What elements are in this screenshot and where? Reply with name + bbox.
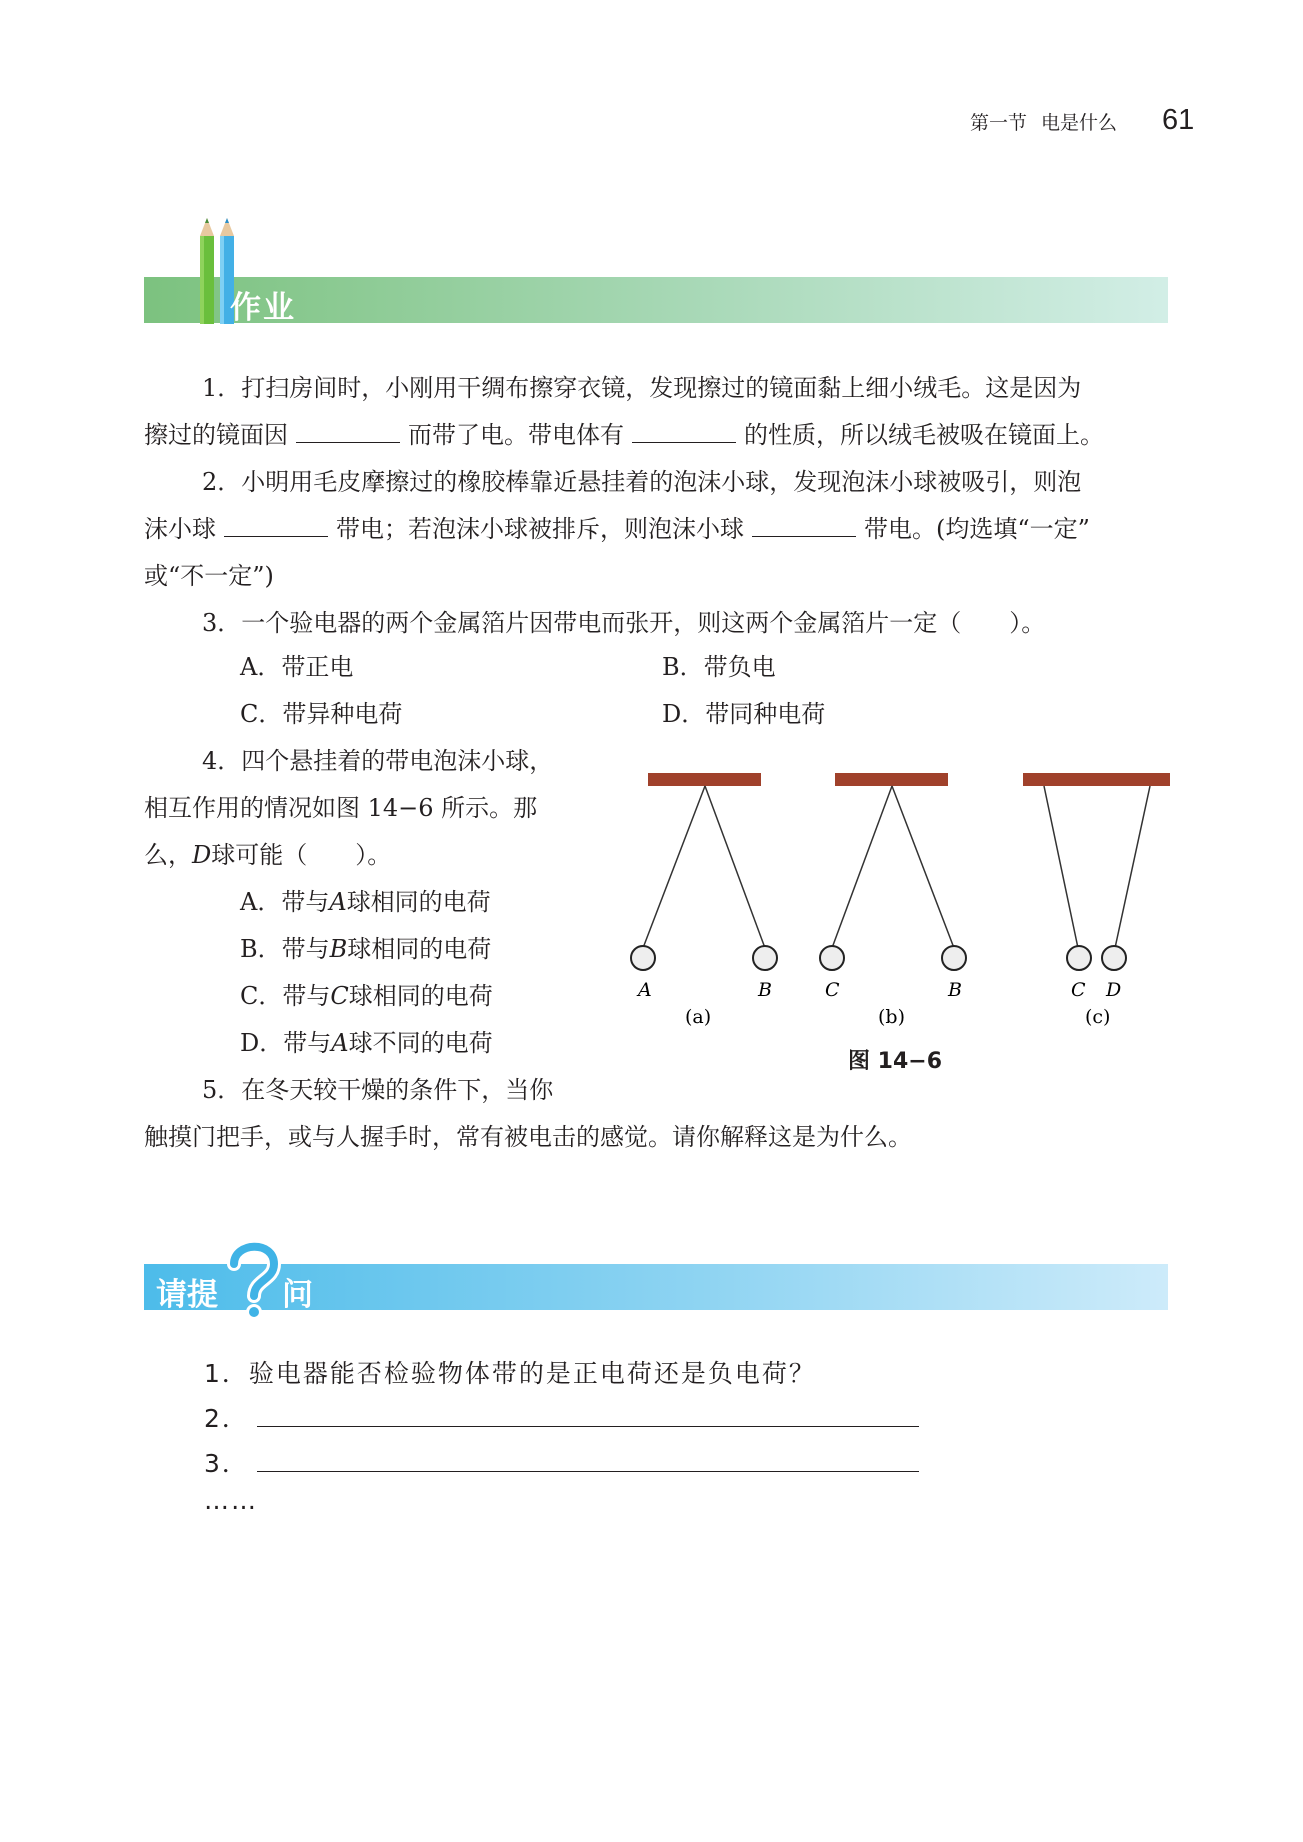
- figure-panel-b: [820, 773, 966, 1028]
- string: [1044, 786, 1078, 948]
- q5-line1: 5．在冬天较干燥的条件下，当你: [202, 1076, 554, 1104]
- ball-b: [753, 946, 777, 970]
- ball-label: B: [758, 979, 772, 1001]
- homework-title: 作业: [230, 290, 296, 326]
- section-title: 电是什么: [1041, 112, 1118, 134]
- string: [892, 786, 954, 948]
- ask-question-1: 1．验电器能否检验物体带的是正电荷还是负电荷？: [204, 1359, 816, 1388]
- q4-line2: 相互作用的情况如图 14−6 所示。那: [144, 794, 538, 822]
- suspension-bar: [648, 773, 761, 786]
- ball-label: C: [1071, 979, 1086, 1001]
- ask-title: 请提 问: [156, 1277, 313, 1313]
- q1-line2: 擦过的镜面因 而带了电。带电体有 的性质，所以绒毛被吸在镜面上。: [144, 421, 1104, 449]
- panel-label: (a): [685, 1006, 712, 1028]
- answer-blank[interactable]: [632, 422, 736, 443]
- suspension-bar: [1023, 773, 1170, 786]
- string: [832, 786, 892, 948]
- panel-label: (b): [878, 1006, 905, 1028]
- ball-c: [1067, 946, 1091, 970]
- figure-caption: 图 14−6: [848, 1049, 943, 1074]
- q3-stem: 3．一个验电器的两个金属箔片因带电而张开，则这两个金属箔片一定（ ）。: [202, 609, 1046, 637]
- string: [643, 786, 705, 948]
- ball-c: [820, 946, 844, 970]
- section-number: 第一节: [970, 112, 1028, 134]
- question-3: [144, 600, 1170, 647]
- ball-label: A: [638, 979, 652, 1001]
- q4-line1: 4．四个悬挂着的带电泡沫小球，: [202, 747, 554, 775]
- ball-label: C: [825, 979, 840, 1001]
- q3-option-d[interactable]: D．带同种电荷: [662, 700, 826, 728]
- ask-question-2: 2．: [204, 1399, 919, 1435]
- question-2: [144, 459, 1170, 600]
- q3-option-c[interactable]: C．带异种电荷: [240, 700, 403, 728]
- q4-option-c[interactable]: C．带与C球相同的电荷: [240, 982, 493, 1010]
- panel-label: (c): [1085, 1006, 1111, 1028]
- page-number: 61: [1162, 104, 1195, 136]
- ask-question-3: 3．: [204, 1444, 919, 1480]
- answer-blank[interactable]: [224, 516, 328, 537]
- answer-line[interactable]: [257, 1404, 919, 1427]
- string: [1115, 786, 1150, 948]
- q2-line2: 沫小球 带电；若泡沫小球被排斥，则泡沫小球 带电。(均选填“一定”: [144, 515, 1090, 543]
- ball-d: [1102, 946, 1126, 970]
- q4-option-a[interactable]: A．带与A球相同的电荷: [240, 888, 491, 916]
- question-mark-icon: [222, 1234, 284, 1322]
- string: [705, 786, 765, 948]
- answer-blank[interactable]: [752, 516, 856, 537]
- q4-option-b[interactable]: B．带与B球相同的电荷: [240, 935, 492, 963]
- figure-panel-a: [631, 773, 777, 1028]
- q2-line1: 2．小明用毛皮摩擦过的橡胶棒靠近悬挂着的泡沫小球，发现泡沫小球被吸引，则泡: [202, 468, 1082, 496]
- ball-label: D: [1106, 979, 1122, 1001]
- figure-panel-c: [1023, 773, 1170, 1028]
- question-1: [144, 365, 1170, 459]
- ball-b: [942, 946, 966, 970]
- figure-14-6: [620, 765, 1180, 1035]
- q3-option-a[interactable]: A．带正电: [240, 653, 354, 681]
- q1-line1: 1．打扫房间时，小刚用干绸布擦穿衣镜，发现擦过的镜面黏上细小绒毛。这是因为: [202, 374, 1082, 402]
- answer-blank[interactable]: [296, 422, 400, 443]
- ask-ellipsis: ……: [204, 1486, 258, 1515]
- q2-line3: 或“不一定”): [144, 562, 274, 590]
- suspension-bar: [835, 773, 948, 786]
- q4-option-d[interactable]: D．带与A球不同的电荷: [240, 1029, 493, 1057]
- ball-a: [631, 946, 655, 970]
- q5-line2: 触摸门把手，或与人握手时，常有被电击的感觉。请你解释这是为什么。: [144, 1123, 912, 1151]
- running-header: [970, 108, 1117, 135]
- q4-line3: 么，D球可能（ ）。: [144, 841, 392, 869]
- homework-banner: [144, 277, 1168, 323]
- q3-option-b[interactable]: B．带负电: [662, 653, 776, 681]
- answer-line[interactable]: [257, 1449, 919, 1472]
- ball-label: B: [948, 979, 962, 1001]
